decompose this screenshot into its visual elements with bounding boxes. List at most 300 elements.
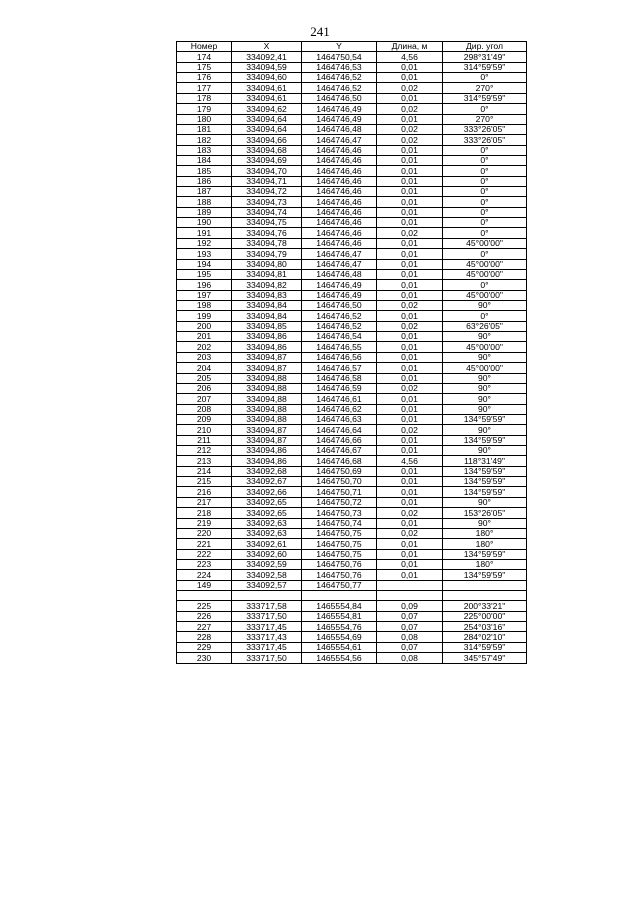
point-number-cell: 149	[177, 580, 232, 590]
table-row	[177, 166, 527, 176]
header-direction-angle: Дир. угол	[443, 42, 527, 52]
length-cell: 0,01	[377, 218, 443, 228]
point-number-cell: 228	[177, 632, 232, 642]
y-coordinate-cell: 1464750,74	[302, 518, 377, 528]
table-row	[177, 559, 527, 569]
length-cell: 0,02	[377, 383, 443, 393]
y-coordinate-cell: 1464746,48	[302, 124, 377, 134]
point-number-cell: 199	[177, 311, 232, 321]
table-row	[177, 311, 527, 321]
point-number-cell: 183	[177, 145, 232, 155]
direction-angle-cell: 0°	[443, 166, 527, 176]
table-row	[177, 435, 527, 445]
direction-angle-cell: 284°02'10"	[443, 632, 527, 642]
table-row	[177, 290, 527, 300]
x-coordinate-cell: 334094,72	[232, 187, 302, 197]
length-cell: 0,01	[377, 352, 443, 362]
table-row	[177, 477, 527, 487]
y-coordinate-cell: 1464746,49	[302, 114, 377, 124]
length-cell: 0,02	[377, 528, 443, 538]
point-number-cell: 180	[177, 114, 232, 124]
table-row	[177, 228, 527, 238]
direction-angle-cell: 0°	[443, 218, 527, 228]
x-coordinate-cell: 334094,85	[232, 321, 302, 331]
direction-angle-cell: 90°	[443, 332, 527, 342]
direction-angle-cell: 270°	[443, 114, 527, 124]
x-coordinate-cell: 334094,81	[232, 269, 302, 279]
point-number-cell: 219	[177, 518, 232, 528]
length-cell: 0,01	[377, 373, 443, 383]
direction-angle-cell: 0°	[443, 187, 527, 197]
y-coordinate-cell: 1464750,72	[302, 497, 377, 507]
table-row	[177, 280, 527, 290]
length-cell: 0,01	[377, 404, 443, 414]
x-coordinate-cell: 334092,65	[232, 508, 302, 518]
table-row	[177, 456, 527, 466]
point-number-cell: 210	[177, 425, 232, 435]
y-coordinate-cell: 1464750,54	[302, 52, 377, 62]
y-coordinate-cell: 1464750,76	[302, 570, 377, 580]
x-coordinate-cell: 334094,88	[232, 373, 302, 383]
direction-angle-cell: 90°	[443, 425, 527, 435]
direction-angle-cell: 45°00'00"	[443, 238, 527, 248]
x-coordinate-cell: 334094,87	[232, 425, 302, 435]
x-coordinate-cell: 333717,58	[232, 601, 302, 611]
direction-angle-cell: 134°59'59"	[443, 477, 527, 487]
y-coordinate-cell: 1464746,47	[302, 135, 377, 145]
table-row	[177, 642, 527, 652]
length-cell: 0,02	[377, 300, 443, 310]
x-coordinate-cell: 334094,84	[232, 311, 302, 321]
x-coordinate-cell: 333717,43	[232, 632, 302, 642]
y-coordinate-cell: 1464746,46	[302, 145, 377, 155]
x-coordinate-cell: 334094,60	[232, 73, 302, 83]
direction-angle-cell: 0°	[443, 311, 527, 321]
x-coordinate-cell: 334094,71	[232, 176, 302, 186]
length-cell: 0,02	[377, 124, 443, 134]
direction-angle-cell: 0°	[443, 176, 527, 186]
length-cell	[377, 591, 443, 601]
x-coordinate-cell: 334094,87	[232, 363, 302, 373]
length-cell: 0,01	[377, 363, 443, 373]
y-coordinate-cell: 1464746,58	[302, 373, 377, 383]
x-coordinate-cell: 333717,45	[232, 642, 302, 652]
table-row	[177, 580, 527, 590]
table-row	[177, 622, 527, 632]
point-number-cell	[177, 591, 232, 601]
direction-angle-cell: 90°	[443, 446, 527, 456]
length-cell: 0,01	[377, 539, 443, 549]
point-number-cell: 191	[177, 228, 232, 238]
x-coordinate-cell: 334092,63	[232, 518, 302, 528]
length-cell: 0,08	[377, 632, 443, 642]
x-coordinate-cell: 334094,88	[232, 414, 302, 424]
table-row	[177, 342, 527, 352]
x-coordinate-cell: 334094,79	[232, 249, 302, 259]
y-coordinate-cell: 1464750,69	[302, 466, 377, 476]
x-coordinate-cell: 334094,86	[232, 342, 302, 352]
table-row	[177, 114, 527, 124]
length-cell: 0,01	[377, 414, 443, 424]
y-coordinate-cell: 1464746,66	[302, 435, 377, 445]
x-coordinate-cell: 334094,88	[232, 383, 302, 393]
direction-angle-cell: 0°	[443, 73, 527, 83]
direction-angle-cell: 0°	[443, 197, 527, 207]
table-row	[177, 83, 527, 93]
point-number-cell: 205	[177, 373, 232, 383]
x-coordinate-cell: 334094,82	[232, 280, 302, 290]
y-coordinate-cell: 1464746,64	[302, 425, 377, 435]
length-cell: 0,02	[377, 104, 443, 114]
page-number: 241	[310, 24, 330, 39]
length-cell: 4,56	[377, 456, 443, 466]
header-length: Длина, м	[377, 42, 443, 52]
table-row	[177, 321, 527, 331]
point-number-cell: 215	[177, 477, 232, 487]
table-row	[177, 601, 527, 611]
point-number-cell: 204	[177, 363, 232, 373]
direction-angle-cell: 333°26'05"	[443, 124, 527, 134]
table-row	[177, 404, 527, 414]
point-number-cell: 177	[177, 83, 232, 93]
point-number-cell: 203	[177, 352, 232, 362]
y-coordinate-cell: 1464746,46	[302, 176, 377, 186]
x-coordinate-cell: 334094,87	[232, 352, 302, 362]
direction-angle-cell: 225°00'00"	[443, 611, 527, 621]
x-coordinate-cell: 334094,86	[232, 332, 302, 342]
point-number-cell: 198	[177, 300, 232, 310]
length-cell: 0,02	[377, 321, 443, 331]
table-row	[177, 539, 527, 549]
table-row	[177, 394, 527, 404]
table-row	[177, 218, 527, 228]
x-coordinate-cell: 334094,87	[232, 435, 302, 445]
direction-angle-cell: 200°33'21"	[443, 601, 527, 611]
x-coordinate-cell: 334092,65	[232, 497, 302, 507]
table-row	[177, 446, 527, 456]
table-row	[177, 497, 527, 507]
y-coordinate-cell: 1464746,49	[302, 290, 377, 300]
length-cell: 0,01	[377, 114, 443, 124]
point-number-cell: 187	[177, 187, 232, 197]
length-cell: 0,01	[377, 145, 443, 155]
y-coordinate-cell: 1464746,68	[302, 456, 377, 466]
y-coordinate-cell: 1464746,53	[302, 62, 377, 72]
y-coordinate-cell: 1464750,75	[302, 528, 377, 538]
point-number-cell: 211	[177, 435, 232, 445]
length-cell: 0,02	[377, 83, 443, 93]
x-coordinate-cell: 334094,83	[232, 290, 302, 300]
direction-angle-cell	[443, 580, 527, 590]
point-number-cell: 221	[177, 539, 232, 549]
y-coordinate-cell: 1464750,75	[302, 549, 377, 559]
length-cell: 0,01	[377, 518, 443, 528]
table-row	[177, 259, 527, 269]
length-cell: 0,07	[377, 611, 443, 621]
length-cell: 0,01	[377, 249, 443, 259]
table-row	[177, 352, 527, 362]
table-row	[177, 632, 527, 642]
length-cell: 0,01	[377, 559, 443, 569]
table-row	[177, 570, 527, 580]
x-coordinate-cell: 334092,58	[232, 570, 302, 580]
length-cell: 0,01	[377, 497, 443, 507]
y-coordinate-cell: 1464746,46	[302, 187, 377, 197]
length-cell: 0,01	[377, 487, 443, 497]
direction-angle-cell: 118°31'49"	[443, 456, 527, 466]
point-number-cell: 217	[177, 497, 232, 507]
x-coordinate-cell: 333717,50	[232, 653, 302, 663]
direction-angle-cell: 90°	[443, 373, 527, 383]
table-row	[177, 176, 527, 186]
point-number-cell: 182	[177, 135, 232, 145]
y-coordinate-cell: 1464746,46	[302, 197, 377, 207]
table-row	[177, 653, 527, 663]
x-coordinate-cell: 333717,45	[232, 622, 302, 632]
direction-angle-cell: 90°	[443, 497, 527, 507]
x-coordinate-cell: 334094,80	[232, 259, 302, 269]
length-cell: 0,01	[377, 73, 443, 83]
point-number-cell: 200	[177, 321, 232, 331]
direction-angle-cell: 134°59'59"	[443, 549, 527, 559]
table-row	[177, 62, 527, 72]
direction-angle-cell: 134°59'59"	[443, 435, 527, 445]
direction-angle-cell: 45°00'00"	[443, 363, 527, 373]
table-row	[177, 93, 527, 103]
header-number: Номер	[177, 42, 232, 52]
direction-angle-cell: 314°59'59"	[443, 642, 527, 652]
length-cell: 0,01	[377, 197, 443, 207]
length-cell: 0,07	[377, 642, 443, 652]
point-number-cell: 208	[177, 404, 232, 414]
y-coordinate-cell: 1464750,73	[302, 508, 377, 518]
direction-angle-cell: 90°	[443, 394, 527, 404]
y-coordinate-cell: 1464746,52	[302, 83, 377, 93]
table-row	[177, 508, 527, 518]
point-number-cell: 212	[177, 446, 232, 456]
x-coordinate-cell: 334094,68	[232, 145, 302, 155]
direction-angle-cell: 134°59'59"	[443, 487, 527, 497]
y-coordinate-cell: 1464746,46	[302, 166, 377, 176]
direction-angle-cell: 45°00'00"	[443, 269, 527, 279]
length-cell	[377, 580, 443, 590]
x-coordinate-cell: 334094,70	[232, 166, 302, 176]
direction-angle-cell: 45°00'00"	[443, 290, 527, 300]
y-coordinate-cell: 1464746,50	[302, 93, 377, 103]
point-number-cell: 196	[177, 280, 232, 290]
table-row	[177, 197, 527, 207]
table-row	[177, 332, 527, 342]
x-coordinate-cell: 334094,84	[232, 300, 302, 310]
y-coordinate-cell: 1464750,71	[302, 487, 377, 497]
table-row	[177, 187, 527, 197]
direction-angle-cell: 0°	[443, 207, 527, 217]
table-row	[177, 145, 527, 155]
point-number-cell: 186	[177, 176, 232, 186]
direction-angle-cell: 90°	[443, 404, 527, 414]
y-coordinate-cell: 1464750,76	[302, 559, 377, 569]
length-cell: 0,01	[377, 466, 443, 476]
direction-angle-cell: 0°	[443, 280, 527, 290]
y-coordinate-cell: 1464746,46	[302, 207, 377, 217]
y-coordinate-cell: 1464746,46	[302, 155, 377, 165]
point-number-cell: 220	[177, 528, 232, 538]
y-coordinate-cell: 1464746,50	[302, 300, 377, 310]
point-number-cell: 218	[177, 508, 232, 518]
x-coordinate-cell: 334094,61	[232, 93, 302, 103]
point-number-cell: 195	[177, 269, 232, 279]
point-number-cell: 223	[177, 559, 232, 569]
table-row	[177, 549, 527, 559]
length-cell: 0,01	[377, 435, 443, 445]
y-coordinate-cell: 1464746,59	[302, 383, 377, 393]
length-cell: 0,09	[377, 601, 443, 611]
length-cell: 0,02	[377, 228, 443, 238]
length-cell: 0,07	[377, 622, 443, 632]
direction-angle-cell: 0°	[443, 104, 527, 114]
point-number-cell: 175	[177, 62, 232, 72]
y-coordinate-cell: 1464750,75	[302, 539, 377, 549]
y-coordinate-cell: 1464746,56	[302, 352, 377, 362]
y-coordinate-cell: 1464746,46	[302, 238, 377, 248]
length-cell: 0,01	[377, 290, 443, 300]
y-coordinate-cell: 1464746,54	[302, 332, 377, 342]
x-coordinate-cell: 334092,61	[232, 539, 302, 549]
y-coordinate-cell	[302, 591, 377, 601]
y-coordinate-cell: 1464746,47	[302, 249, 377, 259]
y-coordinate-cell: 1465554,69	[302, 632, 377, 642]
length-cell: 0,02	[377, 135, 443, 145]
length-cell: 0,01	[377, 477, 443, 487]
point-number-cell: 192	[177, 238, 232, 248]
x-coordinate-cell	[232, 591, 302, 601]
y-coordinate-cell: 1464746,52	[302, 321, 377, 331]
y-coordinate-cell: 1464746,57	[302, 363, 377, 373]
x-coordinate-cell: 334094,86	[232, 456, 302, 466]
x-coordinate-cell: 334094,66	[232, 135, 302, 145]
x-coordinate-cell: 334094,61	[232, 83, 302, 93]
direction-angle-cell: 254°03'16"	[443, 622, 527, 632]
point-number-cell: 178	[177, 93, 232, 103]
direction-angle-cell: 45°00'00"	[443, 259, 527, 269]
length-cell: 0,01	[377, 93, 443, 103]
point-number-cell: 224	[177, 570, 232, 580]
direction-angle-cell: 63°26'05"	[443, 321, 527, 331]
direction-angle-cell: 180°	[443, 539, 527, 549]
direction-angle-cell: 345°57'49"	[443, 653, 527, 663]
x-coordinate-cell: 333717,50	[232, 611, 302, 621]
direction-angle-cell: 333°26'05"	[443, 135, 527, 145]
direction-angle-cell: 134°59'59"	[443, 570, 527, 580]
x-coordinate-cell: 334092,67	[232, 477, 302, 487]
point-number-cell: 216	[177, 487, 232, 497]
length-cell: 0,01	[377, 549, 443, 559]
x-coordinate-cell: 334094,78	[232, 238, 302, 248]
length-cell: 0,01	[377, 207, 443, 217]
length-cell: 0,01	[377, 187, 443, 197]
direction-angle-cell: 314°59'59"	[443, 93, 527, 103]
length-cell: 0,01	[377, 155, 443, 165]
table-row	[177, 73, 527, 83]
table-row	[177, 300, 527, 310]
point-number-cell: 226	[177, 611, 232, 621]
point-number-cell: 207	[177, 394, 232, 404]
direction-angle-cell: 0°	[443, 228, 527, 238]
y-coordinate-cell: 1464746,49	[302, 280, 377, 290]
point-number-cell: 194	[177, 259, 232, 269]
table-row	[177, 124, 527, 134]
table-row	[177, 383, 527, 393]
length-cell: 0,01	[377, 446, 443, 456]
table-row	[177, 207, 527, 217]
table-body	[177, 52, 527, 663]
x-coordinate-cell: 334092,57	[232, 580, 302, 590]
coordinates-table	[176, 41, 527, 664]
point-number-cell: 197	[177, 290, 232, 300]
point-number-cell: 230	[177, 653, 232, 663]
x-coordinate-cell: 334092,41	[232, 52, 302, 62]
x-coordinate-cell: 334094,76	[232, 228, 302, 238]
length-cell: 0,01	[377, 332, 443, 342]
y-coordinate-cell: 1465554,81	[302, 611, 377, 621]
length-cell: 0,01	[377, 176, 443, 186]
point-number-cell: 193	[177, 249, 232, 259]
header-x: X	[232, 42, 302, 52]
point-number-cell: 225	[177, 601, 232, 611]
y-coordinate-cell: 1464746,46	[302, 218, 377, 228]
direction-angle-cell: 180°	[443, 528, 527, 538]
x-coordinate-cell: 334094,64	[232, 124, 302, 134]
point-number-cell: 201	[177, 332, 232, 342]
point-number-cell: 227	[177, 622, 232, 632]
table-row	[177, 269, 527, 279]
point-number-cell: 185	[177, 166, 232, 176]
length-cell: 4,56	[377, 52, 443, 62]
table-row	[177, 363, 527, 373]
point-number-cell: 206	[177, 383, 232, 393]
y-coordinate-cell: 1464746,47	[302, 259, 377, 269]
length-cell: 0,02	[377, 425, 443, 435]
direction-angle-cell: 180°	[443, 559, 527, 569]
x-coordinate-cell: 334092,60	[232, 549, 302, 559]
table-row	[177, 104, 527, 114]
length-cell: 0,01	[377, 311, 443, 321]
direction-angle-cell: 45°00'00"	[443, 342, 527, 352]
y-coordinate-cell: 1465554,56	[302, 653, 377, 663]
direction-angle-cell: 0°	[443, 145, 527, 155]
table-row	[177, 425, 527, 435]
x-coordinate-cell: 334094,73	[232, 197, 302, 207]
x-coordinate-cell: 334094,64	[232, 114, 302, 124]
table-header-row	[177, 42, 527, 52]
direction-angle-cell: 134°59'59"	[443, 414, 527, 424]
point-number-cell: 209	[177, 414, 232, 424]
x-coordinate-cell: 334094,59	[232, 62, 302, 72]
length-cell: 0,01	[377, 62, 443, 72]
x-coordinate-cell: 334092,59	[232, 559, 302, 569]
point-number-cell: 189	[177, 207, 232, 217]
y-coordinate-cell: 1464746,63	[302, 414, 377, 424]
point-number-cell: 214	[177, 466, 232, 476]
table-row	[177, 155, 527, 165]
length-cell: 0,01	[377, 238, 443, 248]
direction-angle-cell: 0°	[443, 155, 527, 165]
point-number-cell: 229	[177, 642, 232, 652]
direction-angle-cell: 90°	[443, 352, 527, 362]
y-coordinate-cell: 1464746,52	[302, 73, 377, 83]
point-number-cell: 213	[177, 456, 232, 466]
point-number-cell: 181	[177, 124, 232, 134]
